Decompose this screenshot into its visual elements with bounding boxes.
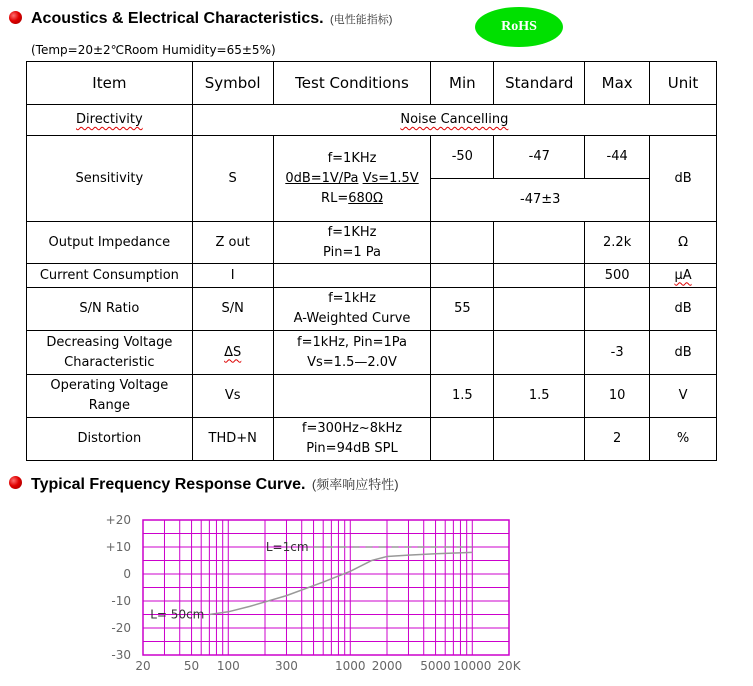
condition-line: f=1KHz (327, 150, 377, 166)
directivity-value: Noise Cancelling (400, 112, 509, 127)
table-row-distortion (27, 418, 717, 461)
cell-max: 500 (585, 264, 650, 288)
col-header-max: Max (585, 62, 650, 105)
condition-line (276, 169, 429, 189)
cell-item: Distortion (27, 418, 193, 461)
cell-unit: dB (650, 136, 717, 222)
table-row-impedance (27, 222, 717, 264)
cell-symbol: Vs (192, 375, 273, 418)
cell-unit: dB (650, 331, 717, 375)
series-label: L= 50cm (150, 607, 205, 622)
cell-item (27, 375, 193, 418)
unit-label: μA (674, 267, 692, 283)
table-header-row (27, 62, 717, 105)
condition-line: f=1kHz, Pin=1Pa (297, 334, 407, 350)
y-tick-label: +10 (105, 540, 131, 554)
cell-directivity-value (192, 105, 716, 136)
condition-part: 680Ω (348, 190, 383, 206)
condition-part: Vs=1.5V (362, 170, 419, 186)
symbol-label: ΔS (224, 344, 242, 360)
series-label: L=1cm (265, 540, 309, 554)
item-line: Decreasing Voltage (46, 334, 173, 350)
cell-max (585, 288, 650, 331)
cell-item: Output Impedance (27, 222, 193, 264)
item-line: Characteristic (64, 354, 155, 370)
condition-part: 0dB=1V/Pa (285, 170, 359, 186)
cell-standard (494, 418, 585, 461)
cell-item (27, 105, 193, 136)
cell-max: -44 (585, 136, 650, 179)
y-tick-label: +20 (105, 513, 131, 527)
cell-test-conditions (273, 222, 431, 264)
section-title-text: Acoustics & Electrical Characteristics. (31, 10, 324, 27)
bullet-icon (9, 476, 22, 489)
cell-max: -3 (585, 331, 650, 375)
cell-symbol (192, 331, 273, 375)
cell-min: -50 (431, 136, 494, 179)
cell-standard (494, 222, 585, 264)
cell-max: 10 (585, 375, 650, 418)
cell-item (27, 331, 193, 375)
cell-test-conditions (273, 136, 431, 222)
directivity-label: Directivity (76, 112, 143, 127)
cell-min: 1.5 (431, 375, 494, 418)
y-tick-label: -30 (111, 648, 131, 662)
cell-unit (650, 264, 717, 288)
cell-min (431, 222, 494, 264)
col-header-standard: Standard (494, 62, 585, 105)
condition-line: Pin=94dB SPL (306, 441, 398, 456)
col-header-min: Min (431, 62, 494, 105)
section-title (31, 474, 399, 494)
section-title (31, 10, 392, 28)
table-row-directivity (27, 105, 717, 136)
condition-line: f=1kHz (328, 291, 376, 306)
cell-min: 55 (431, 288, 494, 331)
cell-tolerance: -47±3 (431, 179, 650, 222)
cell-symbol: Z out (192, 222, 273, 264)
table-row-sn-ratio (27, 288, 717, 331)
frequency-response-chart (0, 505, 753, 686)
x-tick-label: 5000 (420, 659, 451, 673)
cell-unit: dB (650, 288, 717, 331)
section-title-text: Typical Frequency Response Curve. (31, 476, 306, 493)
cell-standard (494, 264, 585, 288)
rohs-badge-label: RoHS (501, 19, 537, 34)
col-header-test-conditions: Test Conditions (273, 62, 431, 105)
table-row-current (27, 264, 717, 288)
cell-test-conditions (273, 331, 431, 375)
cell-symbol: THD+N (192, 418, 273, 461)
x-tick-label: 10000 (453, 659, 492, 673)
condition-line: Pin=1 Pa (323, 244, 381, 260)
item-line: Operating Voltage (50, 378, 169, 393)
section-subtitle: (频率响应特性) (311, 477, 399, 492)
table-row-sensitivity (27, 136, 717, 179)
series-line (209, 552, 472, 614)
cell-unit: Ω (650, 222, 717, 264)
cell-min (431, 331, 494, 375)
cell-test-conditions (273, 264, 431, 288)
rohs-badge (475, 7, 563, 47)
col-header-symbol: Symbol (192, 62, 273, 105)
cell-symbol: I (192, 264, 273, 288)
cell-test-conditions (273, 418, 431, 461)
condition-line: f=300Hz~8kHz (301, 421, 403, 436)
cell-standard (494, 331, 585, 375)
condition-line: A-Weighted Curve (293, 311, 411, 326)
x-tick-label: 50 (183, 659, 200, 673)
cell-unit: V (650, 375, 717, 418)
table-row-decreasing-voltage (27, 331, 717, 375)
cell-test-conditions (273, 288, 431, 331)
cell-max: 2 (585, 418, 650, 461)
x-tick-label: 20K (497, 659, 521, 673)
cell-unit: % (650, 418, 717, 461)
x-tick-label: 2000 (371, 659, 403, 673)
condition-part: RL= (321, 190, 349, 206)
y-tick-label: -10 (111, 594, 131, 608)
cell-symbol: S/N (192, 288, 273, 331)
item-line: Range (88, 398, 130, 413)
bullet-icon (9, 11, 22, 24)
cell-min (431, 418, 494, 461)
cell-symbol: S (192, 136, 273, 222)
cell-item: S/N Ratio (27, 288, 193, 331)
cell-max: 2.2k (585, 222, 650, 264)
spec-table (26, 61, 717, 461)
cell-item: Current Consumption (27, 264, 193, 288)
condition-line: f=1KHz (327, 224, 377, 240)
condition-line (276, 189, 429, 209)
x-tick-label: 300 (275, 659, 298, 673)
col-header-unit: Unit (650, 62, 717, 105)
cell-test-conditions (273, 375, 431, 418)
y-tick-label: -20 (111, 621, 131, 635)
section-subtitle: (电性能指标) (330, 14, 393, 26)
y-tick-label: 0 (123, 567, 131, 581)
test-conditions-note: (Temp=20±2℃Room Humidity=65±5%) (31, 43, 276, 57)
table-row-operating-voltage (27, 375, 717, 418)
x-tick-label: 1000 (335, 659, 366, 673)
cell-min (431, 264, 494, 288)
cell-standard (494, 288, 585, 331)
x-tick-label: 20 (135, 659, 151, 673)
cell-standard: 1.5 (494, 375, 585, 418)
cell-standard: -47 (494, 136, 585, 179)
condition-line: Vs=1.5—2.0V (307, 354, 397, 370)
x-tick-label: 100 (216, 659, 240, 673)
col-header-item: Item (27, 62, 193, 105)
cell-item: Sensitivity (27, 136, 193, 222)
